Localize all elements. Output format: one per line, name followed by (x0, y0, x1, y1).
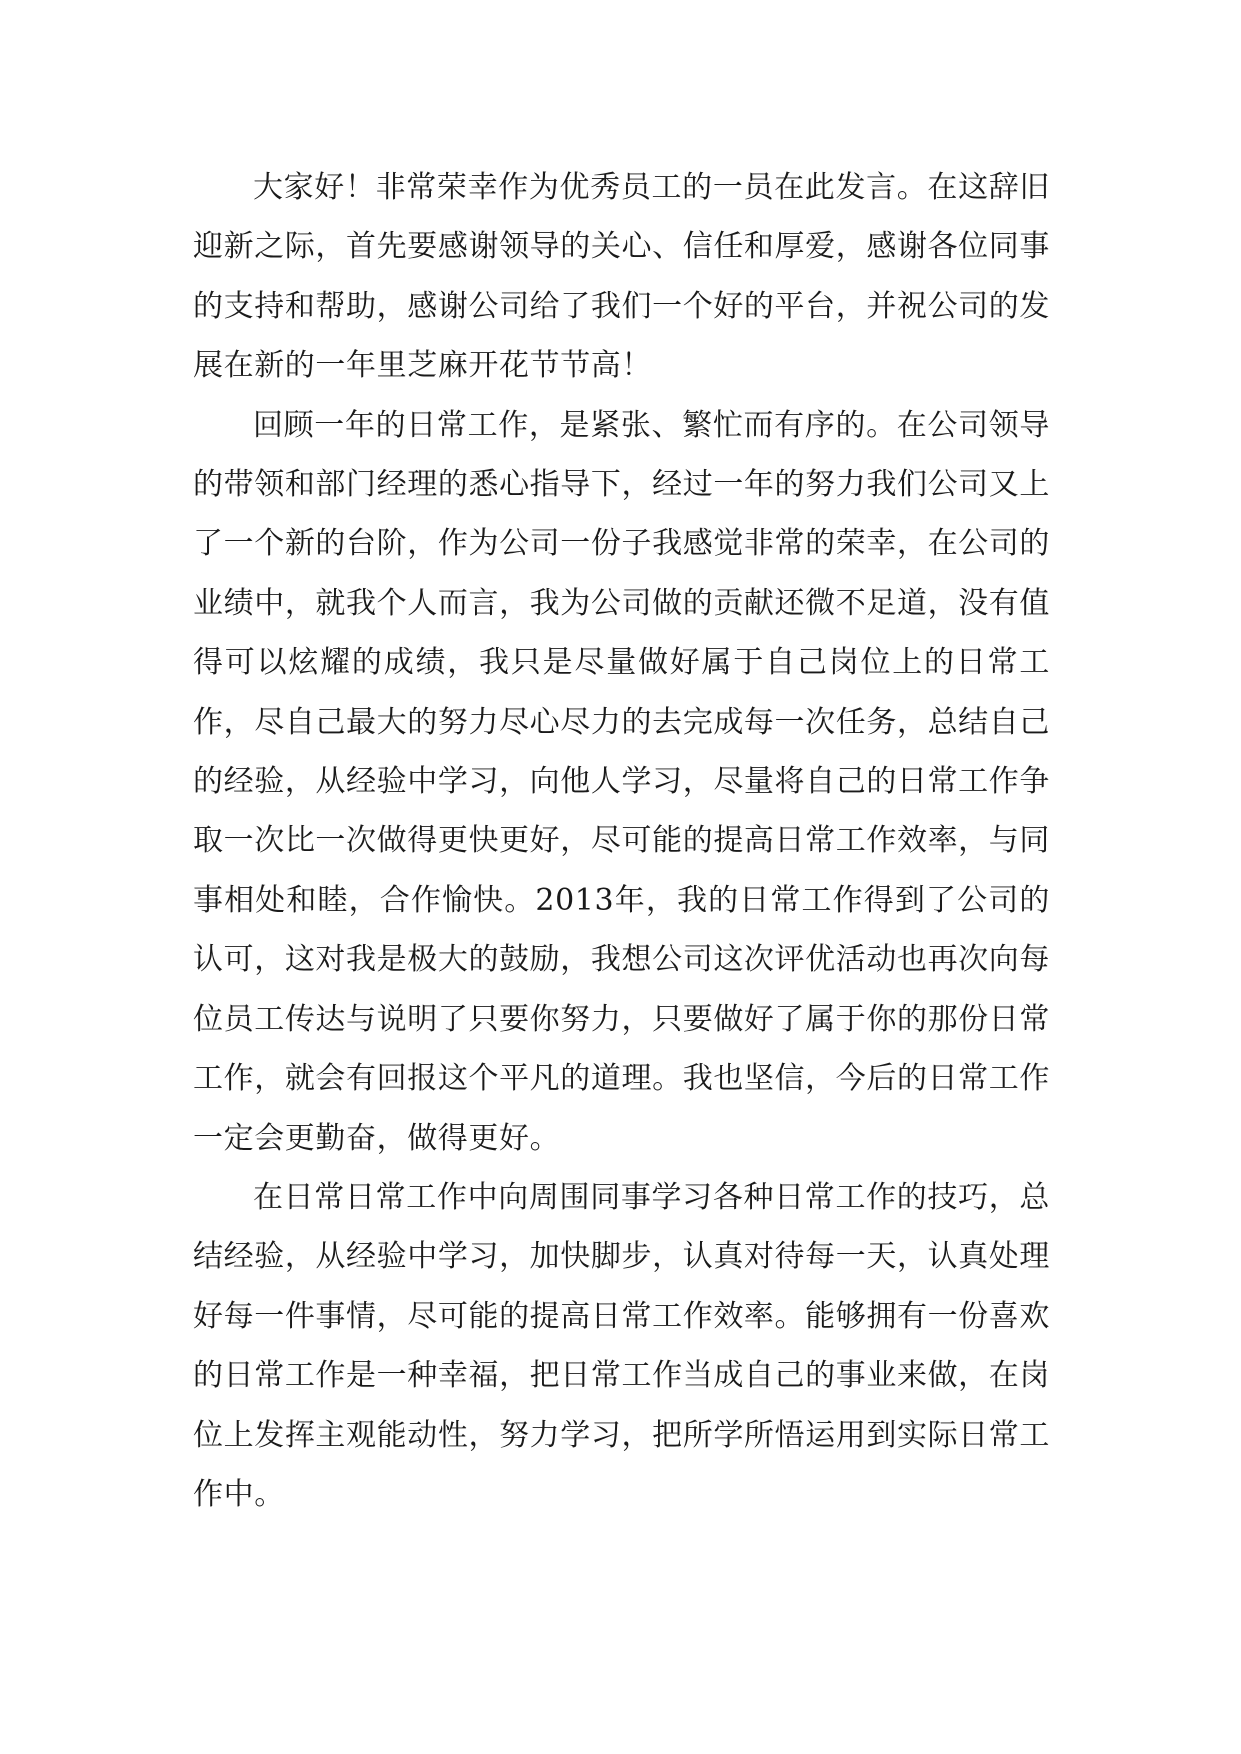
document-body (193, 158, 1050, 1524)
paragraph-3: 在日常日常工作中向周围同事学习各种日常工作的技巧，总结经验，从经验中学习，加快脚步，认真对待每一天，认真处理好每一件事情，尽可能的提高日常工作效率。能够拥有一份喜欢的日常工作是一种幸福，把日常工作当成自己的事业来做，在岗位上发挥主观能动性，努力学习，把所学所悟运用到实际日常工作中。 (193, 1179, 1050, 1512)
paragraph-2: 回顾一年的日常工作，是紧张、繁忙而有序的。在公司领导的带领和部门经理的悉心指导下，经过一年的努力我们公司又上了一个新的台阶，作为公司一份子我感觉非常的荣幸，在公司的业绩中，就我个人而言，我为公司做的贡献还微不足道，没有值得可以炫耀的成绩，我只是尽量做好属于自己岗位上的日常工作，尽自己最大的努力尽心尽力的去完成每一次任务，总结自己的经验，从经验中学习，向他人学习，尽量将自己的日常工作争取一次比一次做得更快更好，尽可能的提高日常工作效率，与同事相处和睦，合作愉快。2013年，我的日常工作得到了公司的认可，这对我是极大的鼓励，我想公司这次评优活动也再次向每位员工传达与说明了只要你努力，只要做好了属于你的那份日常工作，就会有回报这个平凡的道理。我也坚信，今后的日常工作一定会更勤奋，做得更好。 (193, 407, 1050, 1156)
paragraph-1: 大家好！非常荣幸作为优秀员工的一员在此发言。在这辞旧迎新之际，首先要感谢领导的关心、信任和厚爱，感谢各位同事的支持和帮助，感谢公司给了我们一个好的平台，并祝公司的发展在新的一年里芝麻开花节节高！ (193, 170, 1050, 384)
